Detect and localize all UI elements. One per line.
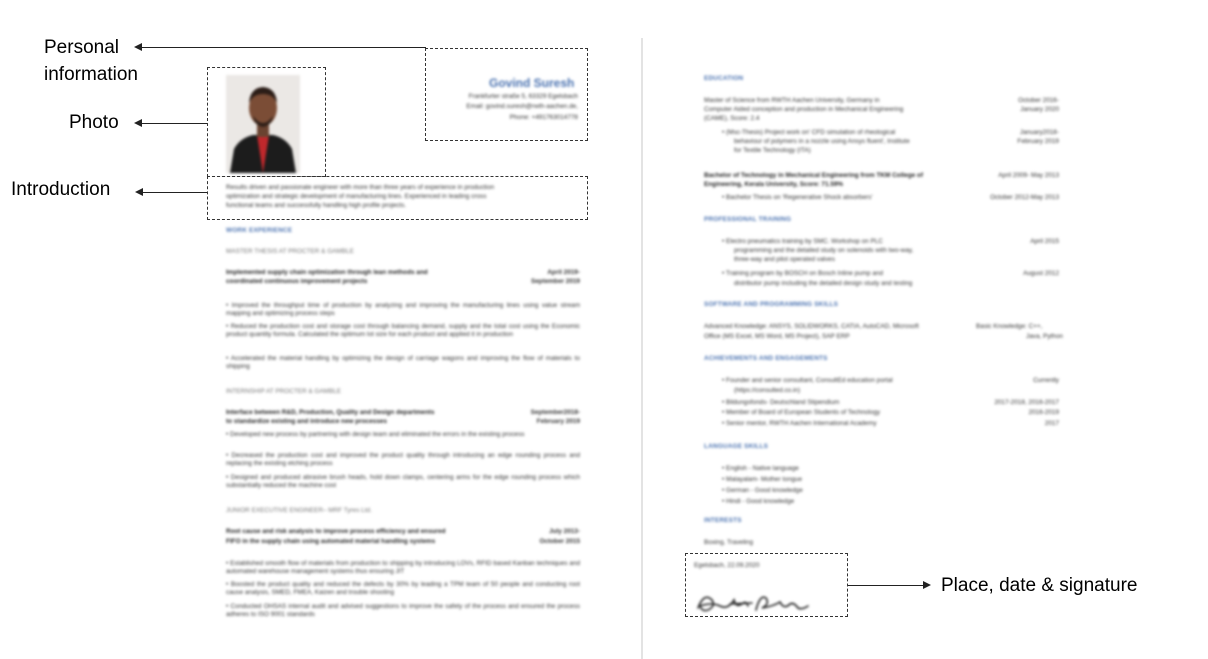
language-item: • English - Native language [722,465,799,472]
training1-line-3: three-way and pilot operated valves [734,256,835,263]
edu2-line-2: Engineering, Kerala University, Score: 71.59% [704,181,844,188]
language-item: • Malayalam- Mother tongue [722,476,803,483]
arrow-signature-head [923,581,931,589]
intro-line-2: optimization and strategic development of manufacturing lines. Experienced in leading cross [226,193,487,200]
achievement-1-date: Currently [1033,377,1059,384]
job3-bullet-1: • Established smooth flow of materials from production to shipping by introducing LOVs, RFID based Kanban techniques and automated warehouse management systems thus ensuring JIT [226,560,581,575]
cv-phone: Phone: +491763014778 [509,114,578,121]
language-item: • German - Good knowledge [722,487,803,494]
arrow-introduction [141,192,207,193]
language-item: • Hindi - Good knowledge [722,498,795,505]
achievement-2-date: 2017-2018, 2016-2017 [994,399,1059,406]
job1-role-line-2: coordinated continuous improvement projects [226,278,368,285]
cv-email: Email: govind.suresh@rwth-aachen.de, [466,103,578,110]
skills-advanced-line-2: Office (MS Excel, MS Word, MS Project), SAP ERP [704,333,850,340]
job3-date-2: October 2015 [539,538,580,545]
job3-bullet-3: • Conducted OHSAS internal audit and advised suggestions to improve the safety of the process and ensured the process adheres to ISO 9001 standards [226,603,580,618]
edu1-date-2: January 2020 [1020,106,1059,113]
edu1-bullet-line-3: for Textile Technology (ITA) [734,147,811,154]
edu1-date-1: October 2016- [1018,97,1059,104]
job1-role-line-1: Implemented supply chain optimization through lean methods and [226,269,428,276]
achievement-4: • Senior mentor, RWTH Aachen International Academy [722,420,877,427]
section-heading-achievements: ACHIEVEMENTS AND ENGAGEMENTS [704,355,828,362]
cv-photo [226,75,300,173]
job1-bullet-2: • Reduced the production cost and storage cost through balancing demand, supply and the total cost using the Economic product quantity formula. Calculated the optimum lot size for each product and applied it in production [226,323,580,338]
training1-date: April 2015 [1030,238,1059,245]
signature-icon [694,586,814,616]
achievement-1-line-2: (https://consulted.co.in) [734,387,801,394]
training1-line-1: • Electro pneumatics training by SMC. Workshop on PLC [722,238,883,245]
edu1-bullet-date-2: February 2019 [1017,138,1059,145]
edu1-bullet-line-1: • (Msc-Thesis) Project work on' CFD simulation of rheological [722,129,896,136]
page-divider [641,38,643,659]
cv-name: Govind Suresh [489,76,575,90]
job1-bullet-3: • Accelerated the material handling by optimizing the design of carriage wagons and improving the flow of materials to shipping [226,355,580,370]
job2-bullet-1: • Developed new process by partnering with design team and eliminated the errors in the existing process [226,431,525,438]
job2-date-1: September2018- [530,409,580,416]
skills-basic-line-1: Basic Knowledge: C++, [976,323,1043,330]
job3-bullet-2: • Boosted the product quality and reduced the defects by 30% by leading a TPM team of 50 people and conducting root cause analysis, SMED, FMEA, Kaizen and trouble shooting [226,581,580,596]
achievement-1-line-1: • Founder and senior consultant, ConsultEd education portal [722,377,893,384]
arrow-personal-info [140,47,426,48]
place-date: Egelsbach, 22.09.2020 [694,562,760,569]
training2-date: August 2012 [1023,270,1059,277]
intro-line-1: Results driven and passionate engineer with more than three years of experience in production [226,184,495,191]
section-heading-interests: INTERESTS [704,517,742,524]
callout-introduction: Introduction [11,179,111,200]
job1-bullet-1: • Improved the throughput time of production by analyzing and improving the manufacturing lines using value stream mapping and optimizing process steps [226,302,581,317]
callout-photo: Photo [69,112,119,133]
job1-title: MASTER THESIS AT PROCTER & GAMBLE [226,248,354,255]
edu1-bullet-date-1: January2018- [1019,129,1059,136]
edu2-line-1: Bachelor of Technology in Mechanical Engineering from TKM College of [704,172,923,179]
section-heading-work: WORK EXPERIENCE [226,227,293,234]
job3-role-line-1: Root cause and risk analysis to improve process efficiency and ensured [226,528,446,535]
job3-role-line-2: FIFO in the supply chain using automated material handling systems [226,538,436,545]
edu1-line-2: Computer Aided conception and production in Mechanical Engineering [704,106,904,113]
skills-advanced-line-1: Advanced Knowledge: ANSYS, SOLIDWORKS, CATIA, AutoCAD, Microsoft [704,323,919,330]
arrow-photo [140,123,207,124]
achievement-3: • Member of Board of European Students of Technology [722,409,881,416]
job2-role-line-1: Interface between R&D, Production, Quality and Design departments [226,409,435,416]
job3-title: JUNIOR EXECUTIVE ENGINEER– MRF Tyres Ltd. [226,507,372,514]
training2-line-1: • Training program by BOSCH on Bosch Inline pump and [722,270,884,277]
edu2-bullet-date: October 2012-May 2013 [990,194,1059,201]
edu1-line-3: (CAME), Score: 2.4 [704,115,760,122]
edu2-date: April 2009- May 2013 [998,172,1059,179]
edu2-bullet: • Bachelor Thesis on 'Regenerative Shock absorbers' [722,194,873,201]
section-heading-languages: LANGUAGE SKILLS [704,443,769,450]
interests-text: Boxing, Traveling [704,539,754,546]
intro-line-3: functional teams and successfully handling high profile projects. [226,202,407,209]
job2-title: INTERNSHIP AT PROCTER & GAMBLE [226,388,342,395]
job1-date-2: September 2019 [530,278,580,285]
arrow-introduction-head [135,188,143,196]
cv-address: Frankfurter straße 5, 63329 Egelsbach [468,93,578,100]
achievement-4-date: 2017 [1044,420,1059,427]
job2-date-2: February 2019 [536,418,580,425]
section-heading-training: PROFESSIONAL TRAINING [704,216,792,223]
job2-bullet-3: • Designed and produced abrasive brush heads, hold down clamps, centering arms for the edge rounding process which substantially reduced the machine cost [226,474,580,489]
training2-line-2: distributor pump including the detailed design study and testing [734,280,913,287]
section-heading-education: EDUCATION [704,75,744,82]
training1-line-2: programming and the detailed study on solenoids with two-way, [734,247,914,254]
achievement-3-date: 2016-2019 [1028,409,1059,416]
arrow-photo-head [134,119,142,127]
section-heading-skills: SOFTWARE AND PROGRAMMING SKILLS [704,301,839,308]
edu1-line-1: Master of Science from RWTH Aachen University, Germany in [704,97,880,104]
skills-basic-line-2: Java, Python [1026,333,1063,340]
job1-date-1: April 2019- [547,269,580,276]
achievement-2: • Bildungsfonds- Deutschland Stipendium [722,399,840,406]
callout-signature: Place, date & signature [941,575,1138,596]
arrow-personal-info-head [134,43,142,51]
job2-role-line-2: to standardize existing and introduce new processes [226,418,387,425]
edu1-bullet-line-2: behaviour of polymers in a nozzle using Ansys fluent', Institute [734,138,910,145]
person-portrait-icon [226,75,300,173]
job2-bullet-2: • Decreased the production cost and improved the product quality through introducing an edge rounding process and replacing the existing etching process [226,452,581,467]
arrow-signature [848,585,924,586]
job3-date-1: July 2013- [549,528,580,535]
callout-personal-information: Personal information [44,37,138,85]
